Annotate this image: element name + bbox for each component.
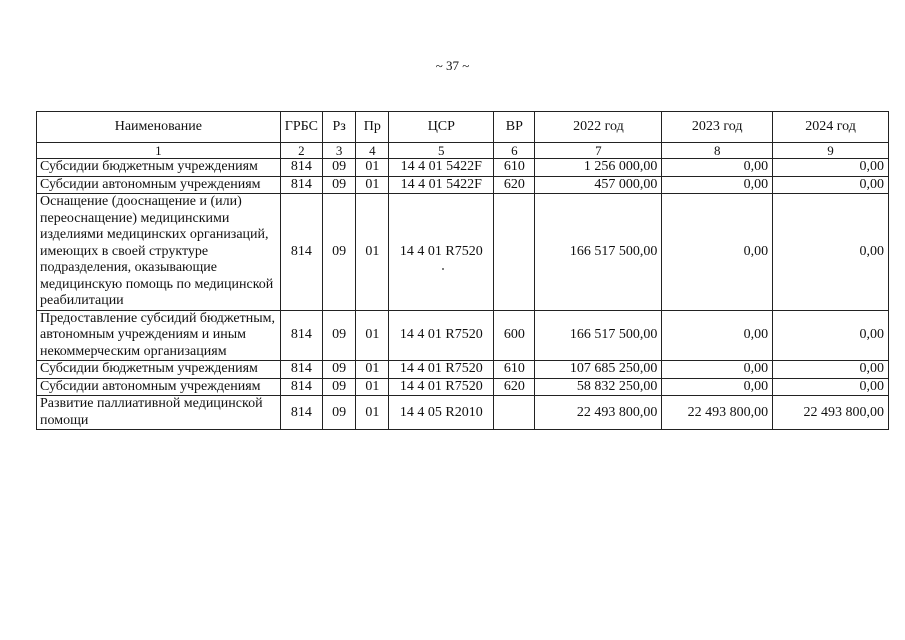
- header-2022: 2022 год: [535, 112, 662, 143]
- column-number: 3: [323, 143, 356, 159]
- row-2024: 0,00: [773, 378, 889, 396]
- row-2022: 58 832 250,00: [535, 378, 662, 396]
- page-number: ~ 37 ~: [435, 58, 470, 73]
- row-name: Развитие паллиативной медицинской помощи: [37, 396, 281, 430]
- row-csr: 14 4 05 R2010: [389, 396, 494, 430]
- row-2022: 107 685 250,00: [535, 361, 662, 379]
- row-2022: 457 000,00: [535, 176, 662, 194]
- row-name: Оснащение (дооснащение и (или) переоснащение) медицинскими изделиями медицинских организаций, имеющих в своей структуре подразделения, оказывающие медицинскую помощь по медицинской реабилитации: [37, 194, 281, 311]
- header-row: [37, 112, 889, 143]
- header-rz: Рз: [323, 112, 356, 143]
- budget-table: [36, 111, 889, 430]
- row-rz: 09: [323, 194, 356, 311]
- row-pr: 01: [356, 310, 389, 361]
- row-2024: 22 493 800,00: [773, 396, 889, 430]
- row-name: Субсидии автономным учреждениям: [37, 176, 281, 194]
- row-rz: 09: [323, 310, 356, 361]
- table-row: [37, 378, 889, 396]
- header-pr: Пр: [356, 112, 389, 143]
- row-grbs: 814: [280, 159, 322, 177]
- row-grbs: 814: [280, 361, 322, 379]
- row-name: Предоставление субсидий бюджетным, автономным учреждениям и иным некоммерческим организациям: [37, 310, 281, 361]
- row-grbs: 814: [280, 378, 322, 396]
- header-name: Наименование: [37, 112, 281, 143]
- row-2023: 0,00: [662, 194, 773, 311]
- column-number: 7: [535, 143, 662, 159]
- scan-speck: [442, 268, 444, 270]
- row-grbs: 814: [280, 310, 322, 361]
- row-2023: 0,00: [662, 361, 773, 379]
- row-rz: 09: [323, 396, 356, 430]
- column-number: 4: [356, 143, 389, 159]
- header-grbs: ГРБС: [280, 112, 322, 143]
- row-csr: 14 4 01 R7520: [389, 378, 494, 396]
- table-row: [37, 361, 889, 379]
- row-csr: 14 4 01 5422F: [389, 176, 494, 194]
- row-2024: 0,00: [773, 194, 889, 311]
- row-2024: 0,00: [773, 310, 889, 361]
- row-csr: 14 4 01 5422F: [389, 159, 494, 177]
- row-name: Субсидии автономным учреждениям: [37, 378, 281, 396]
- header-2023: 2023 год: [662, 112, 773, 143]
- row-2022: 22 493 800,00: [535, 396, 662, 430]
- row-2023: 0,00: [662, 378, 773, 396]
- column-number: 9: [773, 143, 889, 159]
- row-vr: 610: [494, 361, 535, 379]
- table-row: [37, 194, 889, 311]
- row-grbs: 814: [280, 396, 322, 430]
- row-pr: 01: [356, 361, 389, 379]
- row-2023: 0,00: [662, 159, 773, 177]
- column-number: 2: [280, 143, 322, 159]
- column-number: 1: [37, 143, 281, 159]
- column-number: 8: [662, 143, 773, 159]
- table-row: [37, 310, 889, 361]
- row-csr: 14 4 01 R7520: [389, 310, 494, 361]
- column-number-row: [37, 143, 889, 159]
- row-pr: 01: [356, 194, 389, 311]
- header-vr: ВР: [494, 112, 535, 143]
- row-2024: 0,00: [773, 176, 889, 194]
- row-2022: 1 256 000,00: [535, 159, 662, 177]
- table-row: [37, 396, 889, 430]
- row-2023: 0,00: [662, 176, 773, 194]
- row-vr: [494, 194, 535, 311]
- row-pr: 01: [356, 159, 389, 177]
- header-2024: 2024 год: [773, 112, 889, 143]
- row-pr: 01: [356, 396, 389, 430]
- row-2023: 22 493 800,00: [662, 396, 773, 430]
- row-rz: 09: [323, 361, 356, 379]
- row-vr: 620: [494, 176, 535, 194]
- row-rz: 09: [323, 378, 356, 396]
- row-pr: 01: [356, 176, 389, 194]
- row-vr: 620: [494, 378, 535, 396]
- row-vr: [494, 396, 535, 430]
- row-2024: 0,00: [773, 159, 889, 177]
- row-name: Субсидии бюджетным учреждениям: [37, 159, 281, 177]
- table-row: [37, 176, 889, 194]
- row-vr: 600: [494, 310, 535, 361]
- row-rz: 09: [323, 176, 356, 194]
- row-grbs: 814: [280, 194, 322, 311]
- row-2023: 0,00: [662, 310, 773, 361]
- row-2022: 166 517 500,00: [535, 194, 662, 311]
- table-row: [37, 159, 889, 177]
- row-name: Субсидии бюджетным учреждениям: [37, 361, 281, 379]
- header-csr: ЦСР: [389, 112, 494, 143]
- row-vr: 610: [494, 159, 535, 177]
- row-csr: 14 4 01 R7520: [389, 194, 494, 311]
- column-number: 5: [389, 143, 494, 159]
- row-rz: 09: [323, 159, 356, 177]
- row-grbs: 814: [280, 176, 322, 194]
- row-2024: 0,00: [773, 361, 889, 379]
- row-csr: 14 4 01 R7520: [389, 361, 494, 379]
- row-pr: 01: [356, 378, 389, 396]
- column-number: 6: [494, 143, 535, 159]
- row-2022: 166 517 500,00: [535, 310, 662, 361]
